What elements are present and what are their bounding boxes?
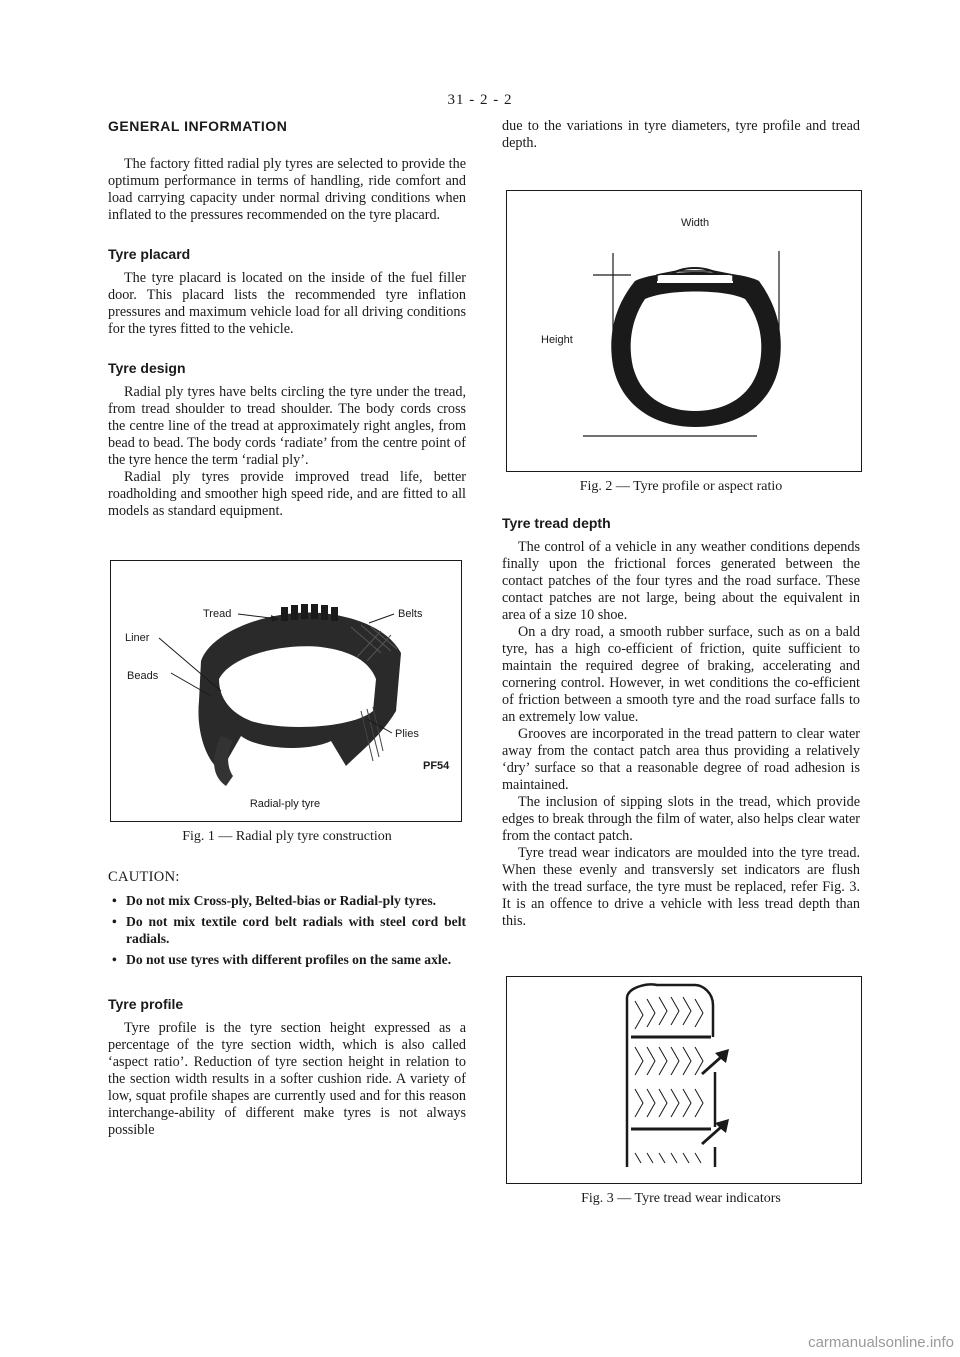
figure-2-caption: Fig. 2 — Tyre profile or aspect ratio [579, 479, 783, 494]
watermark: carmanualsonline.info [808, 1334, 954, 1351]
tyre-placard-section [108, 246, 466, 338]
general-information-section [108, 118, 466, 224]
label-plies: Plies [395, 728, 419, 740]
figure-code: PF54 [423, 760, 450, 772]
tyre-design-section [108, 360, 466, 520]
tyre-profile-illustration [507, 191, 860, 470]
tyre-design-text-2: Radial ply tyres provide improved tread life, better roadholding and smoother high speed ride, and are fitted to all models as standard equipment. [108, 469, 466, 519]
right-column [502, 118, 860, 1207]
tyre-profile-text: Tyre profile is the tyre section height expressed as a percentage of the tyre section width, which is also called ‘aspect ratio’. Reduction of tyre section height in relation to the section width results in a softer cushion ride. A variety of low, squat profile shapes are currently used and for this reason interchange-ability of different make tyres is not always possible [108, 1020, 466, 1138]
tyre-placard-text: The tyre placard is located on the inside of the fuel filler door. This placard lists the recommended tyre inflation pressures and maximum vehicle load for all driving conditions for the tyres fitted to the vehicle. [108, 270, 466, 337]
caution-heading: CAUTION: [108, 869, 180, 885]
tyre-tread-depth-heading: Tyre tread depth [502, 515, 611, 531]
label-height: Height [541, 334, 573, 346]
figure-3-tread-wear-indicators [506, 976, 862, 1184]
figure-1-radial-ply-tyre [110, 560, 462, 822]
caution-item: • Do not mix Cross-ply, Belted-bias or Radial-ply tyres. [126, 892, 466, 909]
tyre-placard-heading: Tyre placard [108, 246, 191, 262]
label-liner: Liner [125, 632, 150, 644]
figure-3-caption: Fig. 3 — Tyre tread wear indicators [581, 1191, 781, 1206]
general-information-heading: GENERAL INFORMATION [108, 118, 288, 134]
label-beads: Beads [127, 670, 159, 682]
figure-2-tyre-profile [506, 190, 862, 472]
caution-item: • Do not mix textile cord belt radials with steel cord belt radials. [126, 913, 466, 947]
left-column [108, 118, 466, 1161]
tread-depth-text-5: Tyre tread wear indicators are moulded into the tyre tread. When these evenly and transversly set indicators are flush with the tread surface, the tyre must be replaced, refer Fig. 3. It is an offence to drive a vehicle with less tread depth than this. [502, 845, 860, 929]
tread-wear-indicator-illustration [507, 977, 860, 1182]
radial-ply-tyre-illustration [111, 561, 460, 820]
tread-depth-text-1: The control of a vehicle in any weather conditions depends finally upon the frictional forces generated between the contact patches of the four tyres and the road surface. These contact patches are not large, being about the equivalent in area of a size 10 shoe. [502, 539, 860, 623]
page-number: 31 - 2 - 2 [447, 92, 513, 108]
label-tread: Tread [203, 608, 232, 620]
tread-depth-text-4: The inclusion of sipping slots in the tread, which provide edges to break through the film of water, also helps clear water from the contact patch. [502, 794, 860, 844]
figure-1-inner-caption: Radial-ply tyre [249, 798, 321, 810]
general-information-text: The factory fitted radial ply tyres are selected to provide the optimum performance in terms of handling, ride comfort and load carrying capacity under normal driving conditions when inflated to the pressures recommended on the tyre placard. [108, 156, 466, 223]
tyre-design-text-1: Radial ply tyres have belts circling the tyre under the tread, from tread shoulder to tread shoulder. The body cords cross the centre line of the tread at approximately right angles, from bead to bead. The body cords ‘radiate’ from the centre point of the tyre hence the term ‘radial ply’. [108, 384, 466, 468]
caution-item: • Do not use tyres with different profiles on the same axle. [126, 951, 466, 968]
figure-1-caption: Fig. 1 — Radial ply tyre construction [182, 829, 392, 844]
tyre-design-heading: Tyre design [108, 360, 186, 376]
caution-list [108, 892, 466, 968]
tyre-profile-heading: Tyre profile [108, 996, 184, 1012]
tread-depth-text-2: On a dry road, a smooth rubber surface, such as on a bald tyre, has a high co-efficient of friction, quite sufficient to maintain the required degree of braking, accelerating and cornering control. However, in wet conditions the co-efficient of friction between a smooth tyre and the road surface falls to an extremely low value. [502, 624, 860, 725]
label-width: Width [680, 217, 710, 229]
tyre-profile-continued-text: due to the variations in tyre diameters, tyre profile and tread depth. [502, 118, 860, 151]
tyre-profile-section [108, 996, 466, 1139]
tyre-tread-depth-section [502, 515, 860, 930]
label-belts: Belts [398, 608, 423, 620]
tread-depth-text-3: Grooves are incorporated in the tread pattern to clear water away from the contact patch area thus providing a relatively ‘dry’ surface so that a reasonable degree of road adhesion is maintained. [502, 726, 860, 793]
